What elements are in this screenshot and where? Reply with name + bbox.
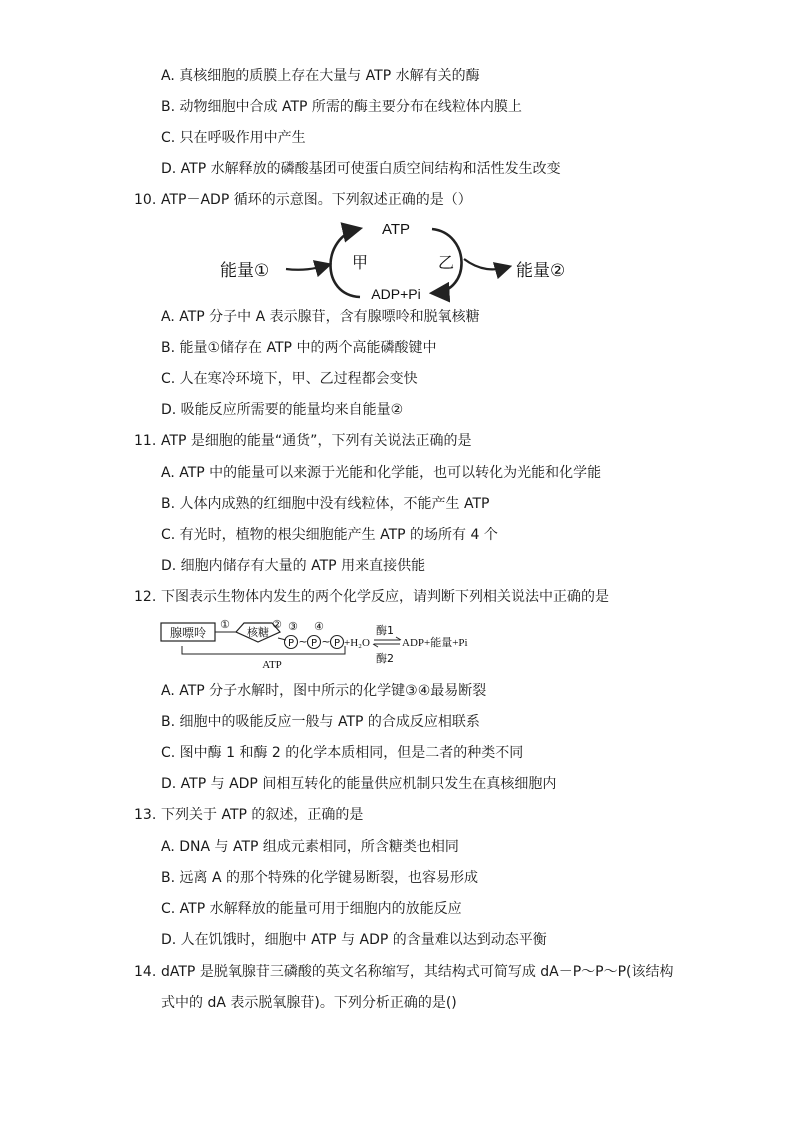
q10-option-a: A. ATP 分子中 A 表示腺苷，含有腺嘌呤和脱氧核糖 [161,309,480,325]
q10-option-d: D. 吸能反应所需要的能量均来自能量② [161,402,404,418]
q13-option-b: B. 远离 A 的那个特殊的化学键易断裂，也容易形成 [161,870,478,886]
svg-text:酶1: 酶1 [376,624,394,637]
q9-option-b: B. 动物细胞中合成 ATP 所需的酶主要分布在线粒体内膜上 [161,99,522,115]
cycle-bottom-adp: ADP+Pi [371,286,421,302]
q13-option-a: A. DNA 与 ATP 组成元素相同，所含糖类也相同 [161,839,459,855]
q12-option-d: D. ATP 与 ADP 间相互转化的能量供应机制只发生在真核细胞内 [161,776,557,792]
svg-text:P: P [333,638,341,649]
q9-option-d: D. ATP 水解释放的磷酸基团可使蛋白质空间结构和活性发生改变 [161,161,561,177]
energy-out-arrow [464,259,508,269]
q12-stem: 下图表示生物体内发生的两个化学反应，请判断下列相关说法中正确的是 [161,589,609,605]
svg-text:酶2: 酶2 [376,652,394,665]
svg-text:②: ② [272,618,282,631]
svg-text:+H₂O: +H₂O [344,637,370,649]
q11-option-c: C. 有光时，植物的根尖细胞能产生 ATP 的场所有 4 个 [161,527,498,543]
q9-option-c: C. 只在呼吸作用中产生 [161,130,306,146]
svg-text:④: ④ [314,620,324,633]
q12-option-b: B. 细胞中的吸能反应一般与 ATP 的合成反应相联系 [161,714,480,730]
q11-option-a: A. ATP 中的能量可以来源于光能和化学能，也可以转化为光能和化学能 [161,465,602,481]
q12-option-c: C. 图中酶 1 和酶 2 的化学本质相同，但是二者的种类不同 [161,745,524,761]
q10-option-c: C. 人在寒冷环境下，甲、乙过程都会变快 [161,371,418,387]
energy-in-arrow [286,265,328,270]
svg-text:ADP+能量+Pi: ADP+能量+Pi [402,637,468,649]
q10-stem: ATP－ADP 循环的示意图。下列叙述正确的是（） [161,192,472,208]
svg-text:ATP: ATP [262,659,282,671]
q12-option-a: A. ATP 分子水解时，图中所示的化学键③④最易断裂 [161,683,487,699]
atp-structure-diagram [160,618,500,672]
q10-option-b: B. 能量①储存在 ATP 中的两个高能磷酸键中 [161,340,437,356]
q13-option-d: D. 人在饥饿时，细胞中 ATP 与 ADP 的含量难以达到动态平衡 [161,932,547,948]
energy-2-label: 能量② [516,261,566,281]
cycle-top-atp: ATP [381,221,411,238]
svg-text:核糖: 核糖 [247,626,269,639]
energy-1-label: 能量① [220,261,270,281]
q14-number: 14. [134,964,157,980]
svg-text:P: P [310,638,318,649]
q10-number: 10. [134,192,157,208]
q12-number: 12. [134,589,157,605]
q11-number: 11. [134,433,157,449]
q11-option-d: D. 细胞内储存有大量的 ATP 用来直接供能 [161,558,426,574]
svg-text:P: P [287,638,295,649]
svg-text:腺嘌呤: 腺嘌呤 [169,626,207,640]
q13-stem: 下列关于 ATP 的叙述，正确的是 [161,807,364,823]
svg-text:~: ~ [298,635,308,648]
q13-option-c: C. ATP 水解释放的能量可用于细胞内的放能反应 [161,901,462,917]
q14-stem-line-1: dATP 是脱氧腺苷三磷酸的英文名称缩写，其结构式可简写成 dA－P～P～P(该结构 [161,964,674,980]
cycle-label-jia: 甲 [351,253,369,272]
svg-text:③: ③ [288,620,298,633]
q14-stem-line-2: 式中的 dA 表示脱氧腺苷)。下列分析正确的是() [161,995,457,1011]
svg-text:①: ① [220,618,230,631]
q9-option-a: A. 真核细胞的质膜上存在大量与 ATP 水解有关的酶 [161,68,480,84]
atp-adp-cycle-diagram [210,215,590,307]
q13-number: 13. [134,807,157,823]
q11-option-b: B. 人体内成熟的红细胞中没有线粒体，不能产生 ATP [161,496,490,512]
cycle-label-yi: 乙 [437,253,455,272]
svg-text:~: ~ [321,635,331,648]
q11-stem: ATP 是细胞的能量“通货”，下列有关说法正确的是 [161,433,472,449]
